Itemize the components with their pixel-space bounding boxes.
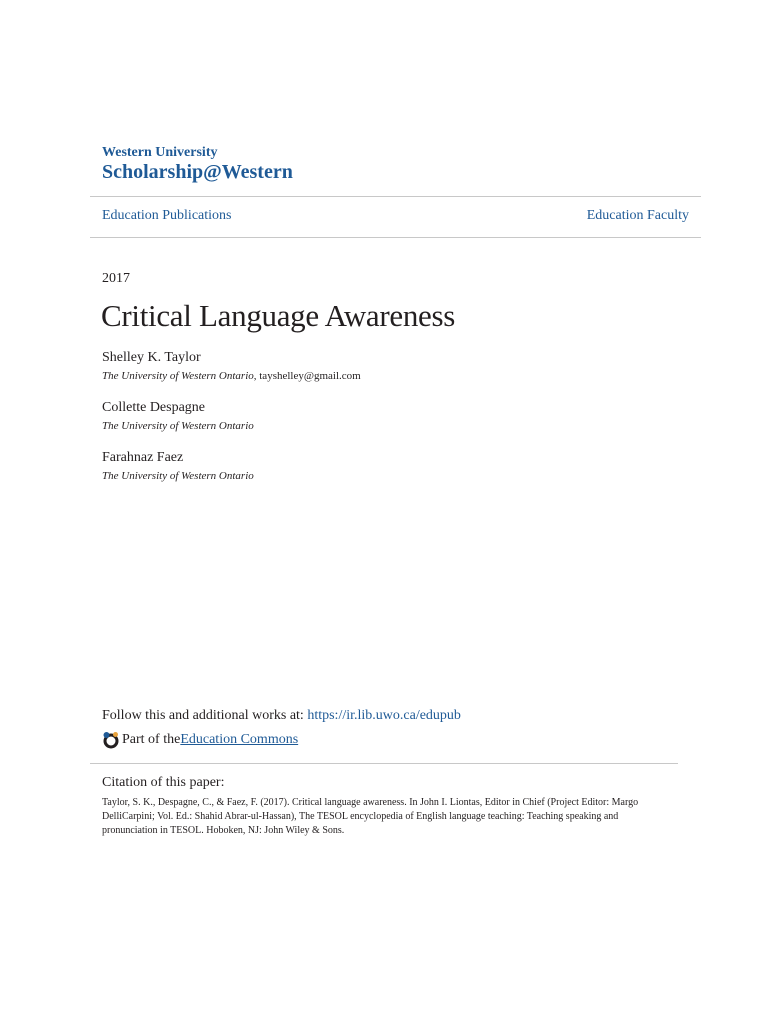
author-affiliation [102,469,254,483]
author-email: , tayshelley@gmail.com [253,370,361,382]
citation-heading: Citation of this paper: [102,775,225,790]
citation-text: Taylor, S. K., Despagne, C., & Faez, F. (2017). Critical language awareness. In John I. Liontas, Editor in Chief (Project Editor: Margo DelliCarpini; Vol. Ed.: Shahid Abrar-ul-Hassan), The TESOL encyclopedia of English language teaching: Teaching speaking and pronunciation in TESOL. Hoboken, NJ: John Wiley & Sons. [102,797,639,836]
author-affiliation [102,369,361,383]
education-publications-link[interactable]: Education Publications [102,208,232,223]
institution-name[interactable]: Western University [102,145,218,160]
publication-year: 2017 [102,271,130,286]
part-of-text: Part of the [122,732,181,747]
citation-divider [90,763,678,764]
affiliation-institution: The University of Western Ontario [102,420,254,432]
header-divider-bottom [90,237,701,238]
follow-text: Follow this and additional works at: [102,708,308,723]
follow-line [102,707,461,725]
author-name: Shelley K. Taylor [102,350,201,365]
paper-title: Critical Language Awareness [101,298,456,333]
header-divider-top [90,196,701,197]
repository-name[interactable]: Scholarship@Western [102,161,293,183]
repository-url-link[interactable]: https://ir.lib.uwo.ca/edupub [307,708,461,723]
education-faculty-link[interactable]: Education Faculty [586,208,689,223]
author-affiliation [102,419,254,433]
author-name: Farahnaz Faez [102,450,184,465]
commons-network-icon [102,731,120,749]
affiliation-institution: The University of Western Ontario [102,470,254,482]
affiliation-institution: The University of Western Ontario [102,370,254,382]
education-commons-link[interactable]: Education Commons [180,732,299,747]
part-of-line [102,730,298,750]
author-name: Collette Despagne [102,400,206,415]
